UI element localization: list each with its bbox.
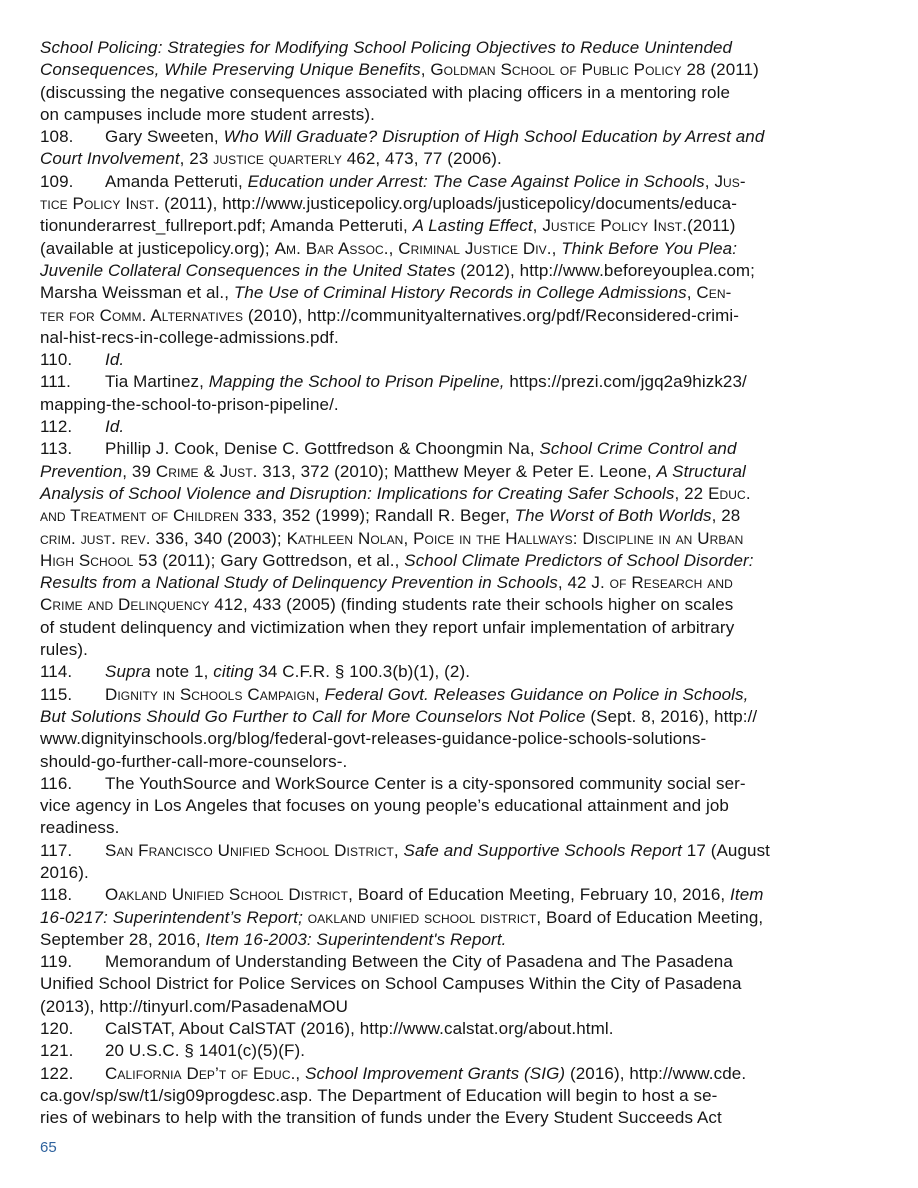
- footnote-line: [40, 572, 888, 594]
- text-run: Amanda Petteruti,: [105, 171, 248, 191]
- smallcaps-text-run: Crime and Delinquency: [40, 595, 210, 615]
- text-run: ,: [314, 684, 325, 704]
- italic-text-run: School Policing: Strategies for Modifying School Policing Objectives to Reduce Unintended: [40, 38, 733, 57]
- footnote-line: [40, 215, 888, 237]
- footnote-number: 116.: [40, 773, 73, 793]
- footnote-118: [40, 884, 888, 906]
- italic-text-run: Prevention: [40, 461, 123, 481]
- text-run: vice agency in Los Angeles that focuses on young people’s educational attainment and job: [40, 796, 729, 816]
- italic-text-run: A Structural: [656, 461, 746, 481]
- footnote-number: 114.: [40, 662, 73, 682]
- italic-text-run: 16-0217: Superintendent’s Report;: [40, 907, 303, 927]
- italic-text-run: School Crime Control and: [539, 439, 737, 459]
- text-run: (2011): [687, 216, 736, 236]
- italic-text-run: The Use of Criminal History Records in College Admissions: [233, 283, 687, 303]
- footnote-122: [40, 1063, 888, 1085]
- smallcaps-text-run: Dignity in Schools Campaign: [105, 684, 315, 704]
- italic-text-run: Education under Arrest: The Case Against Police in Schools: [247, 171, 705, 191]
- text-run: ,: [420, 60, 431, 80]
- text-run: CalSTAT, About CalSTAT (2016), http://www.calstat.org/about.html.: [105, 1019, 614, 1039]
- text-run: , 39: [122, 461, 156, 481]
- text-run: September 28, 2016,: [40, 929, 206, 949]
- text-run: 17 (August: [681, 840, 770, 860]
- footnote-line: [40, 327, 888, 349]
- footnote-121: [40, 1040, 888, 1062]
- italic-text-run: But Solutions Should Go Further to Call for More Counselors Not Police: [40, 706, 586, 726]
- footnote-113: [40, 438, 888, 460]
- text-run: rules).: [40, 640, 88, 660]
- footnote-line: [40, 505, 888, 527]
- text-run: The YouthSource and WorkSource Center is a city-sponsored community social ser-: [105, 773, 746, 793]
- text-run: note 1,: [150, 662, 214, 682]
- text-run: Marsha Weissman et al.,: [40, 283, 234, 303]
- italic-text-run: Item: [730, 885, 764, 905]
- text-run: ,: [551, 238, 562, 258]
- smallcaps-text-run: Oakland Unified School District: [105, 885, 349, 905]
- smallcaps-text-run: ter for Comm. Alternatives: [40, 305, 244, 325]
- smallcaps-text-run: Justice Policy Inst.: [542, 216, 688, 236]
- italic-text-run: Safe and Supportive Schools Report: [403, 840, 682, 860]
- text-run: , 28: [711, 506, 741, 526]
- footnote-115: [40, 684, 888, 706]
- footnote-line: [40, 996, 888, 1018]
- text-run: mapping-the-school-to-prison-pipeline/.: [40, 394, 339, 414]
- italic-text-run: Supra: [105, 662, 151, 682]
- smallcaps-text-run: justice quarterly: [213, 149, 342, 169]
- footnote-111: [40, 371, 888, 393]
- footnote-line: [40, 817, 888, 839]
- smallcaps-text-run: Jus-: [714, 171, 746, 191]
- text-run: , 22: [674, 483, 709, 503]
- text-run: ca.gov/sp/sw/t1/sig09progdesc.asp. The Department of Education will begin to host a se-: [40, 1085, 718, 1105]
- text-run: https://prezi.com/jgq2a9hizk23/: [504, 372, 747, 392]
- footnote-line: [40, 862, 888, 884]
- text-run: 28 (2011): [681, 60, 759, 80]
- footnote-number: 111.: [40, 372, 71, 392]
- text-run: 34 C.F.R. § 100.3(b)(1), (2).: [253, 662, 471, 682]
- footnote-line: [40, 260, 888, 282]
- footnote-line: [40, 639, 888, 661]
- text-run: ,: [704, 171, 715, 191]
- footnote-line: [40, 305, 888, 327]
- italic-text-run: Think Before You Plea:: [561, 238, 738, 258]
- page-number: 65: [40, 1138, 57, 1156]
- footnote-line: [40, 528, 888, 550]
- footnote-number: 120.: [40, 1019, 74, 1039]
- footnote-number: 117.: [40, 840, 73, 860]
- text-run: , 42 J.: [557, 573, 610, 593]
- footnote-114: [40, 661, 888, 683]
- text-run: , 23: [179, 149, 214, 169]
- footnote-116: [40, 773, 888, 795]
- footnote-line: [40, 1107, 888, 1129]
- text-run: www.dignityinschools.org/blog/federal-govt-releases-guidance-police-schools-solutions-: [40, 729, 707, 749]
- text-run: ,: [532, 216, 543, 236]
- footnote-line: [40, 193, 888, 215]
- footnote-number: 112.: [40, 417, 73, 437]
- footnote-line: [40, 617, 888, 639]
- italic-text-run: Analysis of School Violence and Disruption: Implications for Creating Safer Schools: [40, 483, 675, 503]
- text-run: (2013), http://tinyurl.com/PasadenaMOU: [40, 996, 349, 1016]
- footnote-120: [40, 1018, 888, 1040]
- text-run: nal-hist-recs-in-college-admissions.pdf.: [40, 327, 339, 347]
- footnote-number: 118.: [40, 885, 73, 905]
- footnote-number: 110.: [40, 350, 73, 370]
- text-run: 2016).: [40, 862, 89, 882]
- text-run: (2016), http://www.cde.: [565, 1063, 747, 1083]
- smallcaps-text-run: and Treatment of Children: [40, 506, 239, 526]
- smallcaps-text-run: of Research and: [609, 573, 733, 593]
- footnote-line: [40, 550, 888, 572]
- smallcaps-text-run: Am. Bar Assoc., Criminal Justice Div.: [274, 238, 552, 258]
- footnote-line: [40, 37, 888, 59]
- italic-text-run: School Improvement Grants (SIG): [305, 1063, 566, 1083]
- footnote-line: [40, 394, 888, 416]
- text-run: Tia Martinez,: [105, 372, 209, 392]
- italic-text-run: Who Will Graduate? Disruption of High School Education by Arrest and: [223, 127, 765, 147]
- footnote-line: [40, 929, 888, 951]
- footnote-line: [40, 104, 888, 126]
- text-run: (2012), http://www.beforeyouplea.com;: [455, 260, 756, 280]
- smallcaps-text-run: Goldman School of Public Policy: [430, 60, 682, 80]
- footnote-line: [40, 82, 888, 104]
- text-run: ,: [393, 840, 404, 860]
- text-run: readiness.: [40, 818, 120, 838]
- text-run: (2011), http://www.justicepolicy.org/uploads/justicepolicy/documents/educa-: [159, 194, 737, 214]
- text-run: (available at justicepolicy.org);: [40, 238, 275, 258]
- footnote-110: [40, 349, 888, 371]
- text-run: (2010), http://communityalternatives.org/pdf/Reconsidered-crimi-: [243, 305, 739, 325]
- smallcaps-text-run: Crime & Just.: [155, 461, 258, 481]
- italic-text-run: Consequences, While Preserving Unique Benefits: [40, 60, 421, 80]
- footnote-line: [40, 148, 888, 170]
- italic-text-run: citing: [213, 662, 254, 682]
- footnote-line: [40, 751, 888, 773]
- text-run: 336, 340 (2003);: [150, 528, 287, 548]
- smallcaps-text-run: Kathleen Nolan, Poice in the Hallways: Discipline in an Urban: [286, 528, 744, 548]
- italic-text-run: Federal Govt. Releases Guidance on Police in Schools,: [324, 684, 749, 704]
- text-run: Memorandum of Understanding Between the City of Pasadena and The Pasadena: [105, 952, 733, 972]
- text-run: Phillip J. Cook, Denise C. Gottfredson & Choongmin Na,: [105, 439, 540, 459]
- footnote-line: [40, 706, 888, 728]
- smallcaps-text-run: San Francisco Unified School District: [105, 840, 394, 860]
- text-run: (Sept. 8, 2016), http://: [585, 706, 758, 726]
- footnote-119: [40, 951, 888, 973]
- text-run: on campuses include more student arrests).: [40, 104, 375, 124]
- footnote-line: [40, 238, 888, 260]
- footnote-line: [40, 795, 888, 817]
- text-run: Gary Sweeten,: [105, 127, 224, 147]
- italic-text-run: Mapping the School to Prison Pipeline,: [208, 372, 505, 392]
- smallcaps-text-run: High School: [40, 550, 134, 570]
- footnote-108: [40, 126, 888, 148]
- smallcaps-text-run: Cen-: [696, 283, 732, 303]
- text-run: 313, 372 (2010); Matthew Meyer & Peter E. Leone,: [257, 461, 657, 481]
- footnote-line: [40, 59, 888, 81]
- text-run: 333, 352 (1999); Randall R. Beger,: [238, 506, 515, 526]
- italic-text-run: A Lasting Effect: [412, 216, 533, 236]
- footnote-number: 108.: [40, 127, 74, 147]
- footnote-line: [40, 282, 888, 304]
- text-run: , Board of Education Meeting, February 10, 2016,: [348, 885, 731, 905]
- footnote-number: 109.: [40, 171, 74, 191]
- italic-text-run: The Worst of Both Worlds: [514, 506, 712, 526]
- footnote-line: [40, 461, 888, 483]
- text-run: tionunderarrest_fullreport.pdf; Amanda Petteruti,: [40, 216, 413, 236]
- italic-text-run: Juvenile Collateral Consequences in the United States: [40, 260, 456, 280]
- smallcaps-text-run: California Dep’t of Educ.: [105, 1063, 296, 1083]
- footnote-number: 121.: [40, 1041, 74, 1061]
- footnote-number: 113.: [40, 439, 73, 459]
- italic-text-run: School Climate Predictors of School Disorder:: [404, 550, 754, 570]
- footnote-112: [40, 416, 888, 438]
- text-run: 20 U.S.C. § 1401(c)(5)(F).: [105, 1041, 306, 1061]
- text-run: should-go-further-call-more-counselors-.: [40, 751, 348, 771]
- italic-text-run: Court Involvement: [40, 149, 180, 169]
- text-run: of student delinquency and victimization when they report unfair implementation of arbitrary: [40, 617, 735, 637]
- text-run: , Board of Education Meeting,: [536, 907, 764, 927]
- footnote-line: [40, 907, 888, 929]
- footnote-line: [40, 728, 888, 750]
- footnote-109: [40, 171, 888, 193]
- footnote-line: [40, 973, 888, 995]
- text-run: (discussing the negative consequences associated with placing officers in a mentoring role: [40, 82, 731, 102]
- smallcaps-text-run: oakland unified school district: [307, 907, 537, 927]
- text-run: 53 (2011); Gary Gottredson, et al.,: [133, 550, 405, 570]
- footnotes: [40, 37, 888, 1130]
- italic-text-run: Item 16-2003: Superintendent's Report.: [205, 929, 507, 949]
- footnote-number: 115.: [40, 684, 73, 704]
- italic-text-run: Id.: [105, 417, 125, 437]
- text-run: ,: [686, 283, 697, 303]
- text-run: 462, 473, 77 (2006).: [341, 149, 502, 169]
- footnote-number: 119.: [40, 952, 73, 972]
- footnote-line: [40, 1085, 888, 1107]
- footnote-number: 122.: [40, 1063, 74, 1083]
- text-run: Unified School District for Police Services on School Campuses Within the City of Pasadena: [40, 974, 742, 994]
- italic-text-run: Id.: [105, 350, 125, 370]
- italic-text-run: Results from a National Study of Delinquency Prevention in Schools: [40, 573, 558, 593]
- text-run: 412, 433 (2005) (finding students rate their schools higher on scales: [209, 595, 734, 615]
- smallcaps-text-run: crim. just. rev.: [40, 528, 151, 548]
- footnote-117: [40, 840, 888, 862]
- smallcaps-text-run: tice Policy Inst.: [40, 194, 160, 214]
- footnote-line: [40, 594, 888, 616]
- text-run: ,: [295, 1063, 306, 1083]
- footnote-line: [40, 483, 888, 505]
- smallcaps-text-run: Educ.: [708, 483, 751, 503]
- text-run: ries of webinars to help with the transition of funds under the Every Student Succeeds Act: [40, 1108, 722, 1128]
